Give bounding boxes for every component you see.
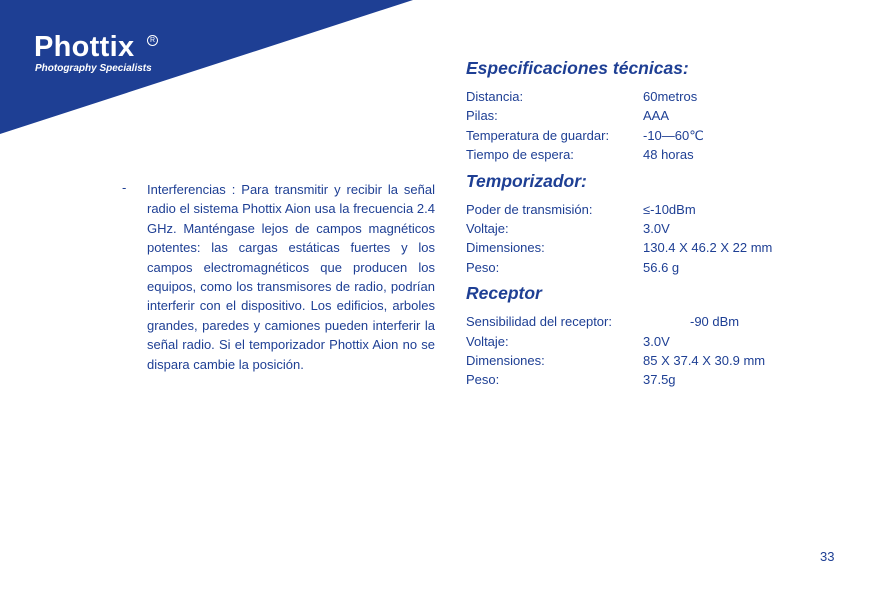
timer-table — [466, 200, 846, 278]
spec-row — [466, 200, 846, 219]
spec-row — [466, 332, 846, 351]
spec-value: 60metros — [643, 89, 698, 104]
spec-row — [466, 312, 846, 331]
spec-value: 130.4 X 46.2 X 22 mm — [643, 240, 773, 256]
logo-tagline: Photography Specialists — [35, 63, 152, 74]
spec-key: Poder de transmisión: — [466, 201, 593, 217]
section-title-specs: Especificaciones técnicas: — [466, 58, 689, 78]
spec-key: Voltaje: — [466, 333, 509, 349]
receiver-table — [466, 312, 846, 390]
spec-value: AAA — [643, 108, 670, 124]
section-title-timer: Temporizador: — [466, 170, 587, 191]
spec-key: Peso: — [466, 372, 500, 388]
spec-value: 85 X 37.4 X 30.9 mm — [643, 352, 766, 368]
interference-paragraph: Interferencias : Para transmitir y recibir la señal radio el sistema Phottix Aion usa la frecuencia 2.4 GHz. Manténgase lejos de campos magnéticos potentes: las cargas estáticas fuertes y los campos electromagnéticos que producen los equipos, como los transmisores de radio, podrían interferir con el dispositivo. Los edificios, arboles grandes, paredes y camiones pueden interferir la señal radio. Si el temporizador Phottix Aion no se dispara cambie la posición. — [147, 182, 435, 372]
spec-row — [466, 370, 846, 389]
section-title-receiver: Receptor — [466, 283, 542, 304]
spec-row — [466, 258, 846, 277]
spec-row — [466, 106, 846, 125]
spec-key: Temperatura de guardar: — [466, 127, 610, 143]
spec-key: Tiempo de espera: — [466, 147, 574, 163]
spec-value: 48 horas — [643, 147, 694, 163]
spec-key: Peso: — [466, 259, 500, 275]
logo-wordmark: Phottix — [34, 31, 135, 63]
spec-row — [466, 238, 846, 257]
registered-mark-icon: R — [147, 35, 158, 46]
spec-value: -10—60℃ — [643, 127, 704, 143]
spec-key: Pilas: — [466, 108, 498, 124]
specs-table — [466, 87, 846, 165]
spec-value: 3.0V — [643, 333, 670, 349]
spec-key: Sensibilidad del receptor: — [466, 314, 612, 330]
spec-row — [466, 145, 846, 164]
spec-value: ≤-10dBm — [643, 201, 696, 217]
spec-row — [466, 219, 846, 238]
spec-key: Dimensiones: — [466, 240, 545, 256]
spec-row — [466, 87, 846, 106]
spec-value: 56.6 g — [643, 259, 680, 275]
spec-row — [466, 351, 846, 370]
spec-value: -90 dBm — [690, 314, 740, 330]
spec-key: Distancia: — [466, 89, 524, 104]
specs-column — [466, 58, 846, 396]
spec-value: 37.5g — [643, 372, 676, 388]
spec-row — [466, 126, 846, 145]
page-number: 33 — [820, 549, 835, 564]
bullet-dash: - — [122, 180, 127, 195]
spec-value: 3.0V — [643, 220, 670, 236]
spec-key: Voltaje: — [466, 220, 509, 236]
spec-key: Dimensiones: — [466, 352, 545, 368]
